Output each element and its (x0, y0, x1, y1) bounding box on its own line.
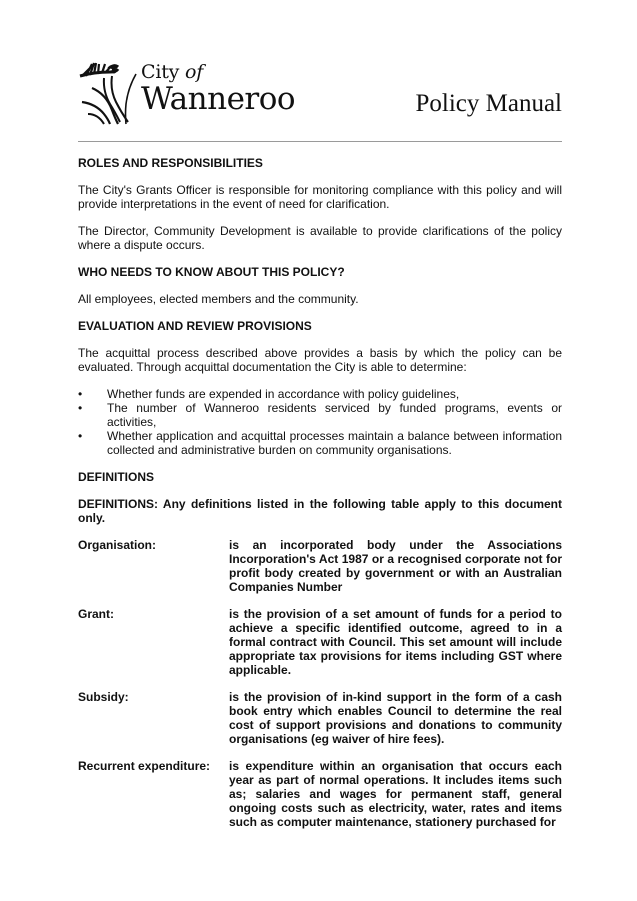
evaluation-paragraph: The acquittal process described above provides a basis by which the policy can be evaluated. Through acquittal documentation the City is able to determine: (78, 346, 562, 374)
city-brand-wordmark (141, 62, 295, 116)
page-header (78, 62, 562, 132)
definition-row (78, 607, 562, 677)
brand-wanneroo: Wanneroo (141, 81, 296, 117)
definition-text: is the provision of a set amount of funds for a period to achieve a specific identified outcome, agreed to in a formal contract with Council. This set amount will include appropriate tax provisions for items including GST where applicable. (229, 607, 562, 677)
brand-city-of: City of (141, 61, 204, 83)
document-title: Policy Manual (415, 90, 562, 117)
section-heading-evaluation: EVALUATION AND REVIEW PROVISIONS (78, 319, 312, 333)
section-heading-definitions: DEFINITIONS (78, 470, 155, 484)
definition-text: is the provision of in-kind support in the form of a cash book entry which enables Council to determine the real cost of support provisions and donations to community organisations (eg waiver of hire fees). (229, 690, 562, 746)
section-heading-roles: ROLES AND RESPONSIBILITIES (78, 156, 263, 170)
definition-term: Grant: (78, 607, 114, 621)
bullet-item: • The number of Wanneroo residents serviced by funded programs, events or activities, (78, 401, 562, 429)
evaluation-bullet-list (78, 387, 562, 457)
definition-text: is an incorporated body under the Associations Incorporation's Act 1987 or a recognised corporate not for profit body created by government or with an Australian Companies Number (229, 538, 562, 594)
definitions-intro: DEFINITIONS: Any definitions listed in the following table apply to this document only. (78, 497, 562, 525)
roles-paragraph-1: The City's Grants Officer is responsible for monitoring compliance with this policy and will provide interpretations in the event of need for clarification. (78, 183, 562, 211)
definition-term: Subsidy: (78, 690, 129, 704)
definition-row (78, 759, 562, 829)
who-paragraph: All employees, elected members and the community. (78, 292, 359, 306)
definition-text: is expenditure within an organisation that occurs each year as part of normal operations. It includes items such as; salaries and wages for permanent staff, general ongoing costs such as electricity, water, rates and items such as computer maintenance, stationery purchased for (229, 759, 562, 829)
definition-term: Recurrent expenditure: (78, 759, 211, 773)
definition-term: Organisation: (78, 538, 157, 552)
document-body (78, 156, 562, 829)
kangaroo-paw-flower-icon (78, 62, 138, 126)
definition-row (78, 538, 562, 594)
bullet-item: • Whether funds are expended in accordance with policy guidelines, (78, 387, 562, 401)
bullet-item: • Whether application and acquittal processes maintain a balance between information collected and administrative burden on community organisations. (78, 429, 562, 457)
header-divider (78, 141, 562, 142)
definition-row (78, 690, 562, 746)
roles-paragraph-2: The Director, Community Development is available to provide clarifications of the policy where a dispute occurs. (78, 224, 562, 252)
section-heading-who: WHO NEEDS TO KNOW ABOUT THIS POLICY? (78, 265, 345, 279)
